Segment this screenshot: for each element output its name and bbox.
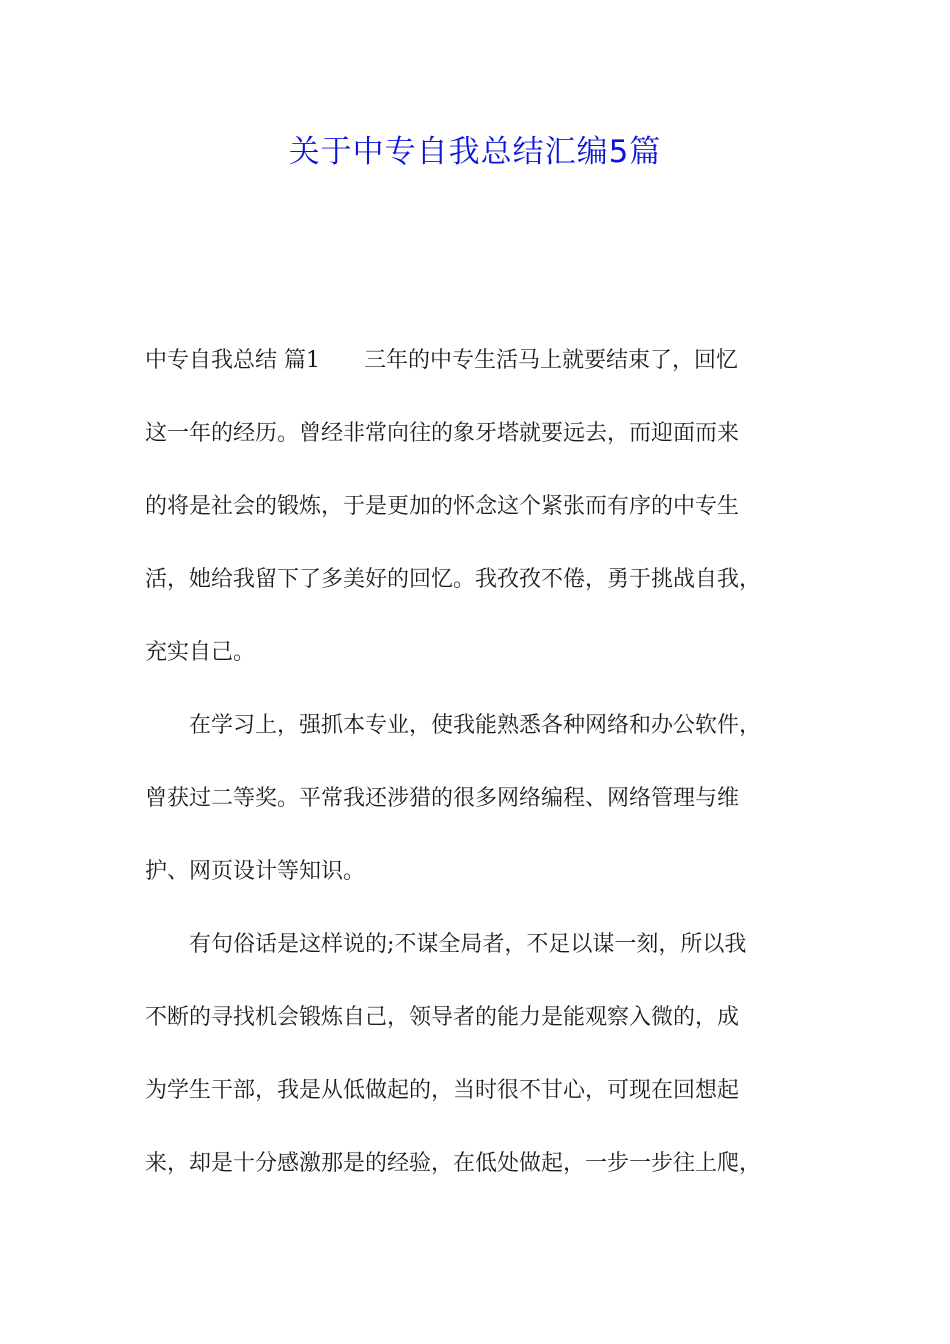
paragraph-line: 曾获过二等奖。平常我还涉猎的很多网络编程、网络管理与维: [145, 786, 740, 811]
paragraph-line: 的将是社会的锻炼，于是更加的怀念这个紧张而有序的中专生: [145, 494, 740, 519]
paragraph-line: 这一年的经历。曾经非常向往的象牙塔就要远去，而迎面而来: [145, 421, 740, 446]
document-title: 关于中专自我总结汇编5篇: [288, 134, 662, 170]
paragraph-line: 充实自己。: [145, 640, 256, 665]
paragraph-line: 有句俗话是这样说的;不谋全局者，不足以谋一刻，所以我: [145, 932, 747, 957]
paragraph-line: 不断的寻找机会锻炼自己，领导者的能力是能观察入微的，成: [145, 1005, 740, 1030]
paragraph-line: 来，却是十分感激那是的经验，在低处做起，一步一步往上爬，: [145, 1151, 762, 1176]
paragraph-line: 为学生干部，我是从低做起的，当时很不甘心，可现在回想起: [145, 1078, 740, 1103]
paragraph-line: 中专自我总结 篇1 三年的中专生活马上就要结束了，回忆: [145, 348, 738, 373]
paragraph-line: 护、网页设计等知识。: [145, 859, 366, 884]
document-body: [145, 334, 817, 1191]
paragraph-line: 活，她给我留下了多美好的回忆。我孜孜不倦，勇于挑战自我，: [145, 567, 762, 592]
paragraph-line: 在学习上，强抓本专业，使我能熟悉各种网络和办公软件，: [145, 713, 762, 738]
